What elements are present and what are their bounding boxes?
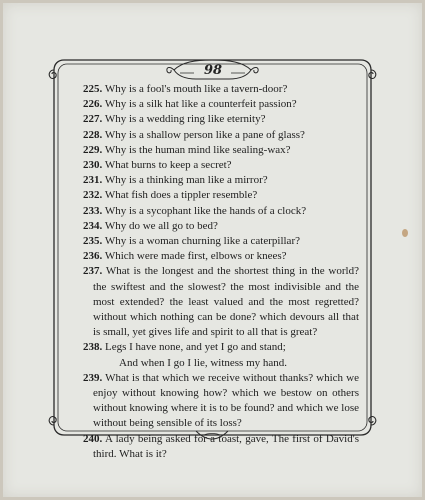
riddle-number: 236.	[83, 250, 103, 263]
riddle-text: What is that which we receive without thanks? which we enjoy without knowing how? which we bestow on others without knowing where it is to be found? and which we lose without being sensible of its loss?	[93, 371, 359, 430]
riddle-text: Which were made first, elbows or knees?	[104, 250, 287, 263]
riddle-number: 230.	[83, 159, 103, 172]
riddle-text: Why is a fool's mouth like a tavern-door?	[104, 83, 288, 95]
riddle-number: 238.	[83, 341, 103, 354]
riddle-number: 231.	[83, 174, 103, 187]
riddle-text: Why is a shallow person like a pane of glass?	[104, 128, 305, 141]
riddle-235	[83, 234, 359, 249]
riddle-225	[83, 82, 359, 97]
riddle-text: Why is a thinking man like a mirror?	[104, 174, 268, 187]
riddle-228	[83, 128, 359, 143]
riddle-text: What is the longest and the shortest thing in the world? the swiftest and the slowest? the most indivisible and the most extended? the least valued and the most regretted? without which nothing can be done? which devours all that is small, yet gives life and spirit to all that is great?	[93, 265, 359, 339]
riddle-number: 234.	[83, 219, 103, 232]
riddle-text: Why is a wedding ring like eternity?	[104, 113, 266, 126]
riddle-227	[83, 112, 359, 127]
riddle-verse-line-1: Legs I have none, and yet I go and stand;	[105, 341, 286, 354]
riddle-number: 237.	[83, 265, 103, 278]
riddle-number: 228.	[83, 128, 103, 141]
riddle-232	[83, 188, 359, 203]
riddle-230	[83, 158, 359, 173]
riddle-233	[83, 204, 359, 219]
riddle-number: 225.	[83, 83, 103, 95]
riddle-226	[83, 97, 359, 112]
riddle-number: 227.	[83, 113, 103, 126]
page-number: 98	[203, 63, 223, 78]
riddle-number: 229.	[83, 143, 103, 156]
riddle-number: 232.	[83, 189, 103, 202]
riddle-240	[83, 432, 359, 462]
riddle-236	[83, 249, 359, 264]
riddle-text: Why is the human mind like sealing-wax?	[104, 143, 291, 156]
riddle-237	[83, 264, 359, 340]
riddle-number: 239.	[83, 371, 103, 384]
riddle-text: Why do we all go to bed?	[104, 219, 218, 232]
riddle-text: Why is a sycophant like the hands of a clock?	[104, 204, 307, 217]
riddle-number: 235.	[83, 235, 103, 248]
riddle-229	[83, 143, 359, 158]
riddle-list	[83, 82, 359, 462]
riddle-239	[83, 371, 359, 432]
riddle-verse-line-2: And when I go I lie, witness my hand.	[119, 356, 288, 369]
riddle-text: Why is a silk hat like a counterfeit passion?	[104, 98, 297, 111]
riddle-number: 226.	[83, 98, 103, 111]
riddle-text: What fish does a tippler resemble?	[104, 189, 258, 202]
riddle-number: 240.	[83, 432, 103, 445]
riddle-text: A lady being asked for a toast, gave, The first of David's third. What is it?	[93, 432, 359, 460]
riddle-text: Why is a woman churning like a caterpillar?	[104, 235, 300, 248]
riddle-238	[83, 340, 359, 370]
riddle-231	[83, 173, 359, 188]
riddle-234	[83, 219, 359, 234]
riddle-text: What burns to keep a secret?	[104, 159, 232, 172]
riddle-number: 233.	[83, 204, 103, 217]
